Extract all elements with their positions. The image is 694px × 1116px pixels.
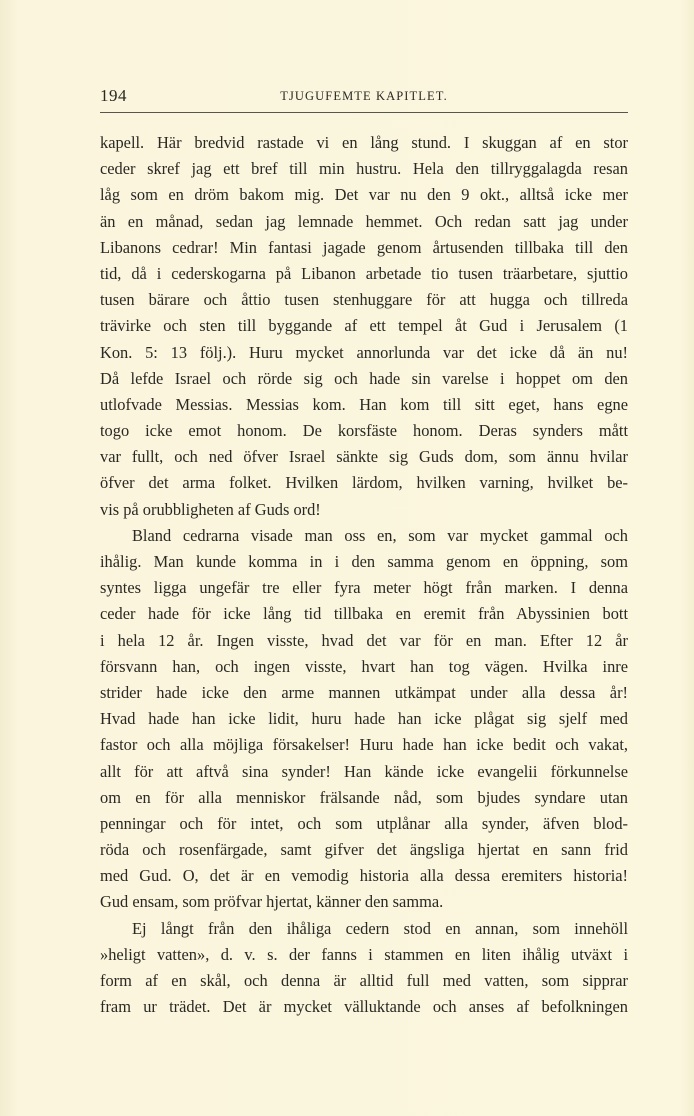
paragraph-end-line: vis på orubbligheten af Guds ord! xyxy=(100,499,321,519)
text-line: försvann han, och ingen visste, hvart han tog vägen. Hvilka inre xyxy=(100,656,628,676)
text-line: form af en skål, och denna är alltid full med vatten, som sipprar xyxy=(100,971,628,990)
text-line: i hela 12 år. Ingen visste, hvad det var för en man. Efter 12 år xyxy=(100,630,628,650)
page-number: 194 xyxy=(100,86,127,105)
text-line: tusen bärare och åttio tusen stenhuggare för att hugga och tillreda xyxy=(100,290,628,310)
header-rule xyxy=(100,112,628,113)
text-line: fastor och alla möjliga försakelser! Huru hade han icke bedit och vakat, xyxy=(100,735,628,755)
text-line: var fullt, och ned öfver Israel sänkte sig Guds dom, som ännu hvilar xyxy=(100,447,628,467)
text-line: ceder skref jag ett bref till min hustru. Hela den tillryggalagda resan xyxy=(100,159,628,179)
text-line: med Gud. O, det är en vemodig historia alla dessa eremiters historia! xyxy=(100,866,628,886)
text-line: fram ur trädet. Det är mycket välluktande och anses af befolkningen xyxy=(100,997,628,1017)
text-line: om en för alla menniskor frälsande nåd, som bjudes syndare utan xyxy=(100,787,628,807)
text-line: Hvad hade han icke lidit, huru hade han icke plågat sig sjelf med xyxy=(100,709,628,729)
page-header xyxy=(100,86,628,110)
text-line: Då lefde Israel och rörde sig och hade sin varelse i hoppet om den xyxy=(100,368,628,388)
text-line: Libanons cedrar! Min fantasi jagade genom årtusenden tillbaka till den xyxy=(100,237,628,257)
text-line: utlofvade Messias. Messias kom. Han kom till sitt eget, hans egne xyxy=(100,394,628,414)
text-line: låg som en dröm bakom mig. Det var nu den 9 okt., alltså icke mer xyxy=(100,185,628,205)
text-line: öfver det arma folket. Hvilken lärdom, hvilken varning, hvilket be- xyxy=(100,473,628,493)
paragraph-end-line: Gud ensam, som pröfvar hjertat, känner den samma. xyxy=(100,892,444,912)
body-text xyxy=(100,130,628,1020)
text-line: strider hade icke den arme mannen utkämpat under alla dessa år! xyxy=(100,682,628,702)
text-line: kapell. Här bredvid rastade vi en lång stund. I skuggan af en stor xyxy=(100,133,628,152)
text-line: Kon. 5: 13 följ.). Huru mycket annorlunda var det icke då än nu! xyxy=(100,342,628,362)
paragraph-start-line: Ej långt från den ihåliga cedern stod en annan, som innehöll xyxy=(132,918,628,938)
text-line: ihålig. Man kunde komma in i den samma genom en öppning, som xyxy=(100,552,628,571)
text-line: allt för att aftvå sina synder! Han kände icke evangelii förkunnelse xyxy=(100,761,628,781)
text-line: penningar och för intet, och som utplånar alla synder, äfven blod- xyxy=(100,813,628,833)
text-line: tid, då i cederskogarna på Libanon arbetade tio tusen träarbetare, sjuttio xyxy=(100,263,628,283)
text-line: än en månad, sedan jag lemnade hemmet. Och redan satt jag under xyxy=(100,211,628,231)
text-line: syntes ligga ungefär tre eller fyra meter högt från marken. I denna xyxy=(100,578,628,598)
text-line: »heligt vatten», d. v. s. der fanns i stammen en liten ihålig utväxt i xyxy=(100,944,628,964)
text-line: ceder hade för icke lång tid tillbaka en eremit från Abyssinien bott xyxy=(100,604,628,624)
text-line: röda och rosenfärgade, samt gifver det ängsliga hjertat en sann frid xyxy=(100,840,628,860)
text-line: trävirke och sten till byggande af ett tempel åt Gud i Jerusalem (1 xyxy=(100,316,628,336)
running-title: TJUGUFEMTE KAPITLET. xyxy=(280,89,448,103)
text-line: togo icke emot honom. De korsfäste honom. Deras synders mått xyxy=(100,421,628,441)
paragraph-start-line: Bland cedrarna visade man oss en, som var mycket gammal och xyxy=(132,525,628,545)
